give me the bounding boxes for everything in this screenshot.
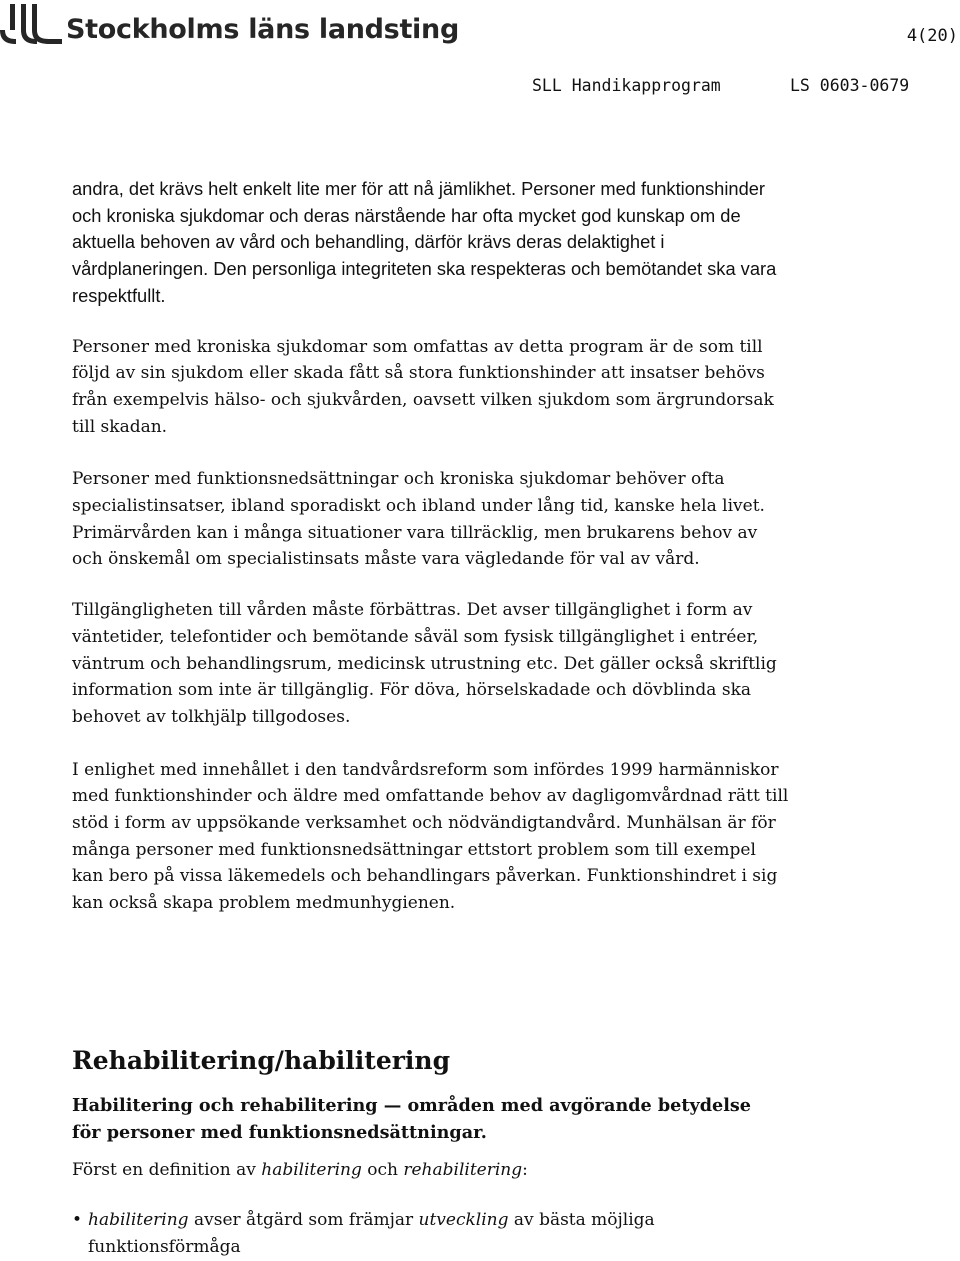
sll-logo-mark-icon xyxy=(0,0,64,48)
paragraph-3: Personer med funktionsnedsättningar och kroniska sjukdomar behöver ofta specialistinsatser, ibland sporadiskt och ibland under lång tid, kanske hela livet. Primärvården kan i många situationer vara tillräcklig, men brukarens behov av och önskemål om specialistinsats måste vara vägledande för val av vård. xyxy=(72,469,765,570)
paragraph-4: Tillgängligheten till vården måste förbättras. Det avser tillgänglighet i form av väntetider, telefontider och bemötande såväl som fysisk tillgänglighet i entréer, väntrum och behandlingsrum, medicinsk utrustning etc. Det gäller också skriftlig information som inte är tillgänglig. För döva, hörselskadade och dövblinda ska behovet av tolkhjälp tillgodoses. xyxy=(72,600,777,727)
document-reference: LS 0603-0679 xyxy=(790,76,910,95)
bullet-suffix: av bästa möjliga funktionsförmåga xyxy=(88,1210,655,1257)
definition-prefix: Först en definition av xyxy=(72,1160,262,1180)
paragraph-1: andra, det krävs helt enkelt lite mer för att nå jämlikhet. Personer med funktionshinder och kroniska sjukdomar och deras närstående har ofta mycket god kunskap om de aktuella behoven av vård och behandling, därför krävs deras delaktighet i vårdplaneringen. Den personliga integriteten ska respekteras och bemötandet ska vara respektfullt. xyxy=(72,178,777,306)
definition-suffix: : xyxy=(522,1160,528,1180)
program-name: SLL Handikapprogram xyxy=(532,76,721,95)
section-title: Rehabilitering/habilitering xyxy=(72,1046,451,1075)
paragraph-2: Personer med kroniska sjukdomar som omfattas av detta program är de som till följd av sin sjukdom eller skada fått så stora funktionshinder att insatser behövs från exempelvis hälso- och sjukvården, oavsett vilken sjukdom som ärgrundorsak till skadan. xyxy=(72,336,774,437)
definition-term-rehabilitering: rehabilitering xyxy=(403,1160,523,1180)
definition-term-habilitering: habilitering xyxy=(261,1160,362,1180)
section-subheading: Habilitering och rehabilitering — områden med avgörande betydelse för personer med funktionsnedsättningar. xyxy=(72,1095,751,1143)
body-text xyxy=(72,176,792,917)
paragraph-5: I enlighet med innehållet i den tandvårdsreform som infördes 1999 harmänniskor med funktionshinder och äldre med omfattande behov av dagligomvårdnad rätt till stöd i form av uppsökande verksamhet och nödvändigtandvård. Munhälsan är för många personer med funktionsnedsättningar ettstort problem som till exempel kan bero på vissa läkemedels och behandlingars påverkan. Funktionshindret i sig kan också skapa problem medmunhygienen. xyxy=(72,759,789,914)
bullet-term: habilitering xyxy=(88,1210,189,1230)
bullet-term-2: utveckling xyxy=(418,1210,509,1230)
bullet-text xyxy=(88,1207,728,1261)
page-number: 4(20) xyxy=(906,26,958,46)
definition-line xyxy=(72,1157,772,1184)
organization-name: Stockholms läns landsting xyxy=(66,14,459,45)
bullet-mid: avser åtgärd som främjar xyxy=(188,1210,419,1230)
definition-mid: och xyxy=(361,1160,404,1180)
bullet-marker: • xyxy=(72,1210,83,1230)
